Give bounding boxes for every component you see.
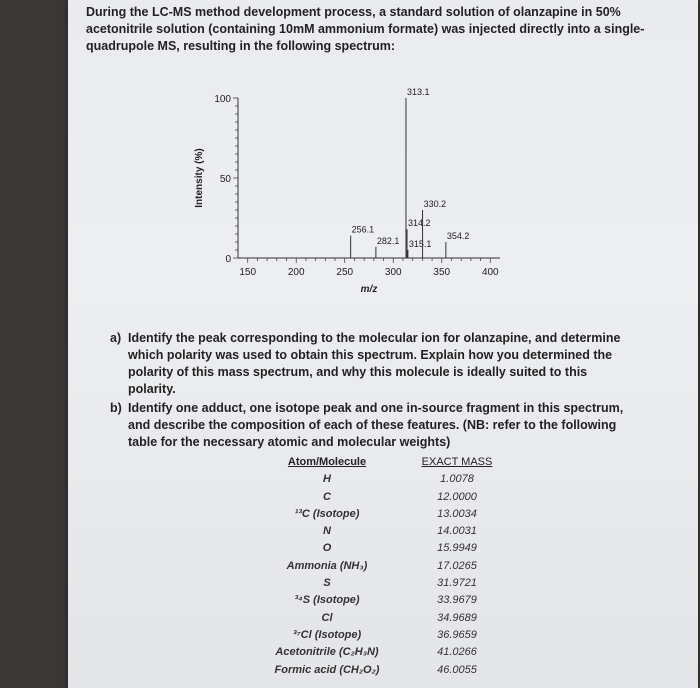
table-row bbox=[252, 508, 582, 525]
atom-name-cell: S bbox=[323, 577, 331, 590]
atom-name-cell: ¹³C (Isotope) bbox=[294, 507, 360, 520]
question-b bbox=[110, 400, 640, 451]
peak-label: 313.1 bbox=[406, 87, 430, 97]
x-tick-label: 300 bbox=[384, 267, 402, 278]
peak-label: 315.1 bbox=[408, 239, 432, 249]
exact-mass-cell: 17.0265 bbox=[437, 559, 477, 572]
exact-mass-cell: 34.9689 bbox=[437, 611, 477, 624]
table-row bbox=[252, 594, 582, 611]
atom-name-cell: N bbox=[323, 525, 331, 538]
x-tick-label: 200 bbox=[287, 267, 305, 278]
peak-label: 314.2 bbox=[408, 218, 431, 229]
worksheet-page bbox=[68, 0, 698, 688]
exact-mass-cell: 15.9949 bbox=[437, 542, 477, 555]
exact-mass-cell: 41.0266 bbox=[437, 646, 477, 659]
exact-mass-cell: 33.9679 bbox=[437, 594, 477, 607]
y-axis-title: Intensity (%) bbox=[194, 148, 205, 208]
exact-mass-cell: 14.0031 bbox=[437, 525, 477, 538]
header-atom-molecule: Atom/Molecule bbox=[287, 456, 367, 468]
mass-spectrum-chart bbox=[68, 60, 698, 370]
exact-mass-cell: 1.0078 bbox=[440, 473, 474, 486]
exact-mass-table bbox=[252, 456, 582, 681]
table-row bbox=[252, 542, 582, 559]
atom-name-cell: Ammonia (NH₃) bbox=[286, 559, 368, 572]
exact-mass-cell: 12.0000 bbox=[437, 490, 477, 503]
atom-name-cell: Formic acid (CH₂O₂) bbox=[274, 663, 380, 676]
table-row bbox=[252, 664, 582, 681]
atom-name-cell: O bbox=[322, 542, 332, 555]
exact-mass-cell: 13.0034 bbox=[437, 507, 477, 520]
table-row bbox=[252, 560, 582, 577]
x-tick-label: 150 bbox=[239, 267, 257, 278]
x-tick-label: 250 bbox=[336, 267, 354, 278]
peak-label: 282.1 bbox=[376, 235, 400, 246]
header-exact-mass: EXACT MASS bbox=[421, 456, 493, 468]
intro-text: During the LC-MS method development process, a standard solution of olanzapine in 50% acetonitrile solution (containing 10mM ammonium formate) was injected directly into a single-quadrupole MS, resulting in the following spectrum: bbox=[86, 5, 645, 53]
y-tick-label: 50 bbox=[219, 174, 231, 185]
table-row bbox=[252, 491, 582, 508]
table-header bbox=[252, 456, 582, 473]
x-axis-title: m/z bbox=[360, 284, 378, 295]
x-tick-label: 400 bbox=[481, 267, 499, 278]
question-b-label: b) bbox=[110, 401, 122, 415]
y-tick-label: 100 bbox=[214, 94, 231, 105]
exact-mass-cell: 31.9721 bbox=[437, 577, 477, 590]
question-a-label: a) bbox=[110, 331, 122, 345]
x-tick-label: 350 bbox=[433, 267, 451, 278]
table-row bbox=[252, 646, 582, 663]
atom-name-cell: C bbox=[323, 490, 331, 503]
atom-name-cell: ³⁴S (Isotope) bbox=[294, 594, 360, 607]
y-tick-label: 0 bbox=[225, 254, 231, 265]
question-a bbox=[110, 330, 630, 398]
table-row bbox=[252, 612, 582, 629]
peak-label: 354.2 bbox=[446, 231, 470, 241]
table-row bbox=[252, 473, 582, 490]
exact-mass-cell: 46.0055 bbox=[437, 663, 477, 676]
question-a-text: Identify the peak corresponding to the molecular ion for olanzapine, and determine which polarity was used to obtain this spectrum. Explain how you determined the polarity of this mass spectrum, and why this molecule is ideally suited to this polarity. bbox=[128, 331, 621, 396]
table-row bbox=[252, 577, 582, 594]
table-row bbox=[252, 525, 582, 542]
atom-name-cell: H bbox=[323, 473, 331, 486]
atom-name-cell: ³⁷Cl (Isotope) bbox=[292, 628, 362, 641]
table-row bbox=[252, 629, 582, 646]
atom-name-cell: Acetonitrile (C₂H₃N) bbox=[275, 646, 379, 659]
peak-label: 256.1 bbox=[351, 224, 375, 235]
question-b-text: Identify one adduct, one isotope peak and one in-source fragment in this spectrum, and describe the composition of each of these features. (NB: refer to the following table for the necessary atomic and molecular weights) bbox=[128, 401, 624, 449]
peak-label: 330.2 bbox=[423, 199, 447, 209]
exact-mass-cell: 36.9659 bbox=[437, 628, 477, 641]
atom-name-cell: Cl bbox=[321, 611, 333, 624]
